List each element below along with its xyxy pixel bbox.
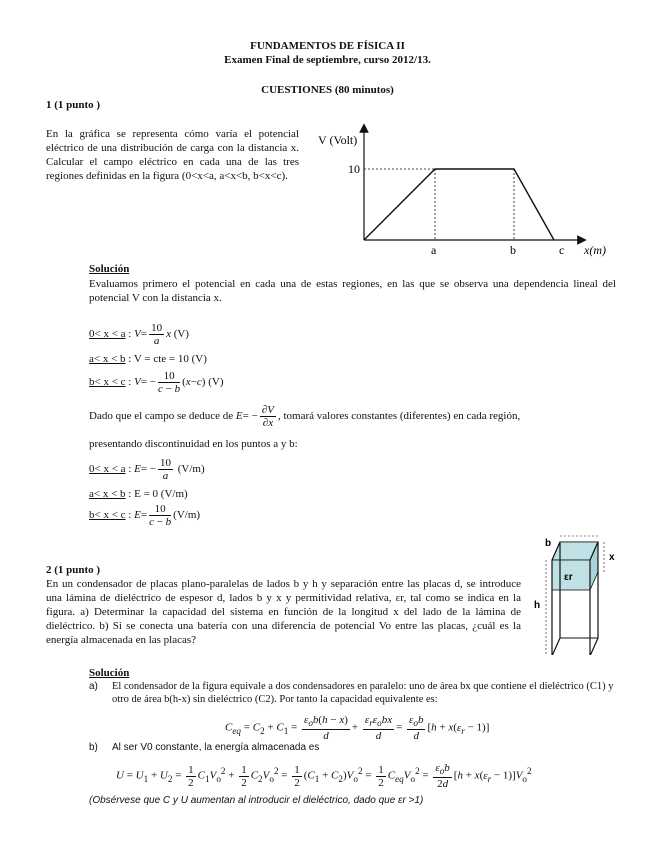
e-region-3-unit: (V/m) (173, 509, 201, 522)
v-region-2: a< x < b : V = cte = 10 (V) (89, 353, 207, 365)
exam-title: FUNDAMENTOS DE FÍSICA II (250, 40, 405, 52)
y-tick-10: 10 (348, 162, 360, 176)
e-region-3-label: b< x < c (89, 509, 126, 522)
figure-label-b: b (545, 538, 552, 549)
capacitance-equation: $C_{eq} = C_2 + C_1$ = $\frac{\varepsilon_ob(h - x)}{d}$ + $\frac{\varepsilon_r\varepsilon_obx}{d}$ = $\frac{\varepsilon_ob}{d}$ $[h + x(\varepsilon_r - 1)]$ (225, 714, 490, 743)
v-region-1: 0< x < a : V= $\frac{10}{a}$ x (V) (89, 322, 189, 347)
potential-curve (364, 169, 554, 240)
field-text-c: presentando discontinuidad en los puntos a y b: (89, 438, 298, 450)
q2-b-text: Al ser V0 constante, la energía almacenada es (112, 742, 320, 753)
v-region-1-label: 0< x < a (89, 328, 126, 341)
field-text-a: Dado que el campo se deduce de (89, 410, 234, 423)
e-region-1-label: 0< x < a (89, 463, 126, 476)
q2-solution-title: Solución (89, 667, 130, 679)
capacitor-figure (528, 530, 628, 655)
v-region-1-unit: (V) (173, 328, 189, 341)
x-tick-a: a (431, 243, 437, 257)
field-text-b: , tomará valores constantes (diferentes) en cada región, (278, 410, 521, 423)
q1-statement: En la gráfica se representa cómo varía el potencial eléctrico de una distribución de carga con la distancia x. Calcular el campo eléctrico en cada una de las tres regiones definidas en la figura (0<x<a, a<x<b, b<x<c). (46, 128, 299, 182)
e-region-1-unit: (V/m) (177, 463, 205, 476)
q2-b-marker: b) (89, 742, 98, 753)
q2-heading: 2 (1 punto ) (46, 564, 101, 576)
potential-graph (300, 122, 620, 262)
v-region-3-unit: (V) (208, 376, 224, 389)
q1-heading: 1 (1 punto ) (46, 99, 101, 111)
e-region-3: b< x < c : E= $\frac{10}{c - b}$ (V/m) (89, 503, 201, 528)
e-region-2: a< x < b : E = 0 (V/m) (89, 488, 188, 500)
field-derivation-line: Dado que el campo se deduce de E= − $\frac{\partial V}{\partial x}$ , tomará valores constantes (diferentes) en cada región, (89, 404, 521, 429)
v-region-3-label: b< x < c (89, 376, 126, 389)
exam-subtitle: Examen Final de septiembre, curso 2012/13. (224, 54, 431, 66)
e-region-2-label: a< x < b (89, 488, 126, 500)
q2-statement: En un condensador de placas plano-paralelas de lados b y h y separación entre las placas d, se introduce una lámina de dieléctrico de espesor d, lados b y x y permitividad relativa, εr, tal como se indica en la figura. a) Determinar la capacidad del sistema en función de la longitud x del lado de la lámina de dieléctrico. b) Si se conecta una batería con una diferencia de potencial Vo entre las placas, ¿cuál es la energía almacenada en las placas? (46, 578, 521, 646)
q2-note: (Obsérvese que C y U aumentan al introducir el dieléctrico, dado que εr >1) (89, 795, 424, 806)
q1-solution-intro: Evaluamos primero el potencial en cada una de estas regiones, en las que se observa una dependencia lineal del potencial V con la distancia x. (89, 278, 616, 304)
v-region-2-expr: V = cte = 10 (V) (133, 353, 207, 365)
e-region-2-expr: E = 0 (V/m) (134, 488, 188, 500)
figure-label-x: x (609, 552, 615, 563)
v-region-2-label: a< x < b (89, 353, 126, 365)
energy-equation: $U = U_1 + U_2$ = $\frac{1}{2}$ $C_1V_o^2$ + $\frac{1}{2}$ $C_2V_o^2$ = $\frac{1}{2}$ $(C_1 + C_2)V_o^2$ = $\frac{1}{2}$ $C_{eq}V_o^2$ = $\frac{\varepsilon_ob}{2d}$ $[h + x(\varepsilon_r - 1)]V_o^2$ (116, 762, 532, 791)
x-tick-c: c (559, 243, 565, 257)
x-axis-label: x(m) (584, 243, 606, 257)
q2-a-marker: a) (89, 681, 98, 692)
section-title: CUESTIONES (80 minutos) (261, 84, 394, 96)
q1-solution-title: Solución (89, 263, 130, 275)
v-region-3: b< x < c : V= − $\frac{10}{c - b}$ (x−c) (V) (89, 370, 224, 395)
y-axis-label: V (Volt) (318, 133, 358, 147)
e-region-1: 0< x < a : E= − $\frac{10}{a}$ (V/m) (89, 457, 205, 482)
figure-label-h: h (534, 600, 541, 611)
x-tick-b: b (510, 243, 516, 257)
q2-a-text: El condensador de la figura equivale a dos condensadores en paralelo: uno de área bx que contiene el dieléctrico (C1) y otro de área b(h-x) sin dieléctrico (C2). Por tanto la capacidad equivalente es: (112, 681, 614, 705)
figure-label-er: εr (564, 572, 573, 583)
